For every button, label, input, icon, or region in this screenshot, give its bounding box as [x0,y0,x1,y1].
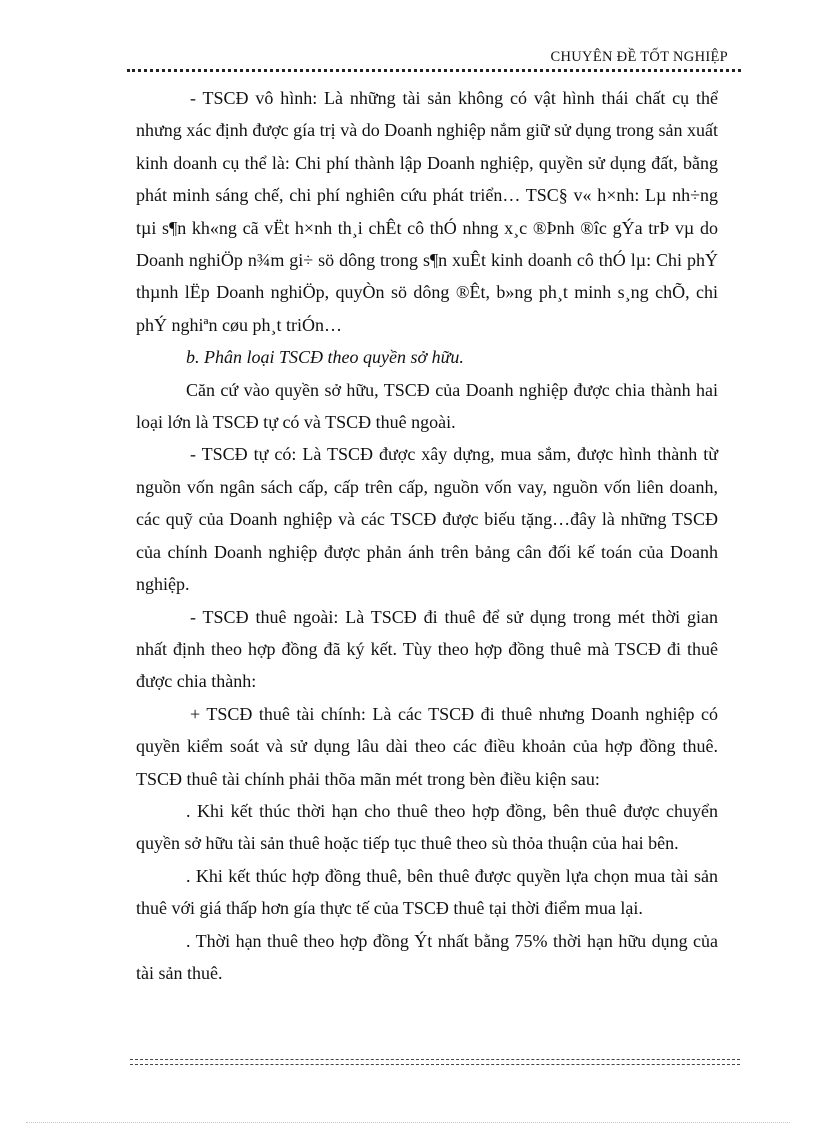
paragraph-condition-3: . Thời hạn thuê theo hợp đồng Ýt nhất bằng 75% thời hạn hữu dụng của tài sản thuê. [136,930,718,983]
paragraph-owned-assets: - TSCĐ tự có: Là TSCĐ được xây dựng, mua sắm, được hình thành từ nguồn vốn ngân sách cấp, cấp trên cấp, nguồn vốn vay, nguồn vốn liên doanh, các quỹ của Doanh nghiệp và các TSCĐ được biếu tặng…đây là những TSCĐ của chính Doanh nghiệp được phản ánh trên bảng cân đối kế toán của Doanh nghiệp. [136,444,718,595]
paragraph-ownership-basis: Căn cứ vào quyền sở hữu, TSCĐ của Doanh nghiệp được chia thành hai loại lớn là TSCĐ tự có và TSCĐ thuê ngoài. [136,379,718,433]
paragraph-intangible-assets: - TSCĐ vô hình: Là những tài sản không có vật hình thái chất cụ thể nhưng xác định được gía trị và do Doanh nghiệp nắm giữ sử dụng trong sản xuất kinh doanh cụ thể là: Chi phí thành lập Doanh nghiệp, quyền sử dụng đất, bằng phát minh sáng chế, chi phí nghiên cứu phát triển… TSC§ v« h×nh: Lµ nh÷ng tµi s¶n kh«ng cã vËt h×nh th¸i chÊt cô thÓ nhng x¸c ®Þnh ®îc gÝa trÞ vµ do Doanh nghiÖp n¾m gi÷ sö dông trong s¶n xuÊt kinh doanh cô thÓ lµ: Chi phÝ thµnh lËp Doanh nghiÖp, quyÒn sö dông ®Êt, b»ng ph¸t minh s¸ng chÕ, chi phÝ nghiªn cøu ph¸t triÓn… [136,88,718,335]
paragraph-leased-assets: - TSCĐ thuê ngoài: Là TSCĐ đi thuê để sử dụng trong mét thời gian nhất định theo hợp đồng đã ký kết. Tùy theo hợp đồng thuê mà TSCĐ đi thuê được chia thành: [136,606,718,692]
header-dotted-rule [127,69,741,72]
paragraph-finance-lease: + TSCĐ thuê tài chính: Là các TSCĐ đi thuê nhưng Doanh nghiệp có quyền kiểm soát và sử dụng lâu dài theo các điều khoản của hợp đồng thuê. TSCĐ thuê tài chính phải thõa mãn mét trong bèn điều kiện sau: [136,703,718,789]
footer-dashed-rule [130,1059,740,1065]
paragraph-condition-1: . Khi kết thúc thời hạn cho thuê theo hợp đồng, bên thuê được chuyển quyền sở hữu tài sản thuê hoặc tiếp tục thuê theo sù thỏa thuận của hai bên. [136,800,718,854]
section-heading-b: b. Phân loại TSCĐ theo quyền sở hữu. [186,347,464,368]
document-body [136,82,718,989]
paragraph-condition-2: . Khi kết thúc hợp đồng thuê, bên thuê được quyền lựa chọn mua tài sản thuê với giá thấp hơn gía thực tế của TSCĐ thuê tại thời điểm mua lại. [136,865,718,919]
running-header-title: CHUYÊN ĐỀ TỐT NGHIỆP [550,49,728,65]
